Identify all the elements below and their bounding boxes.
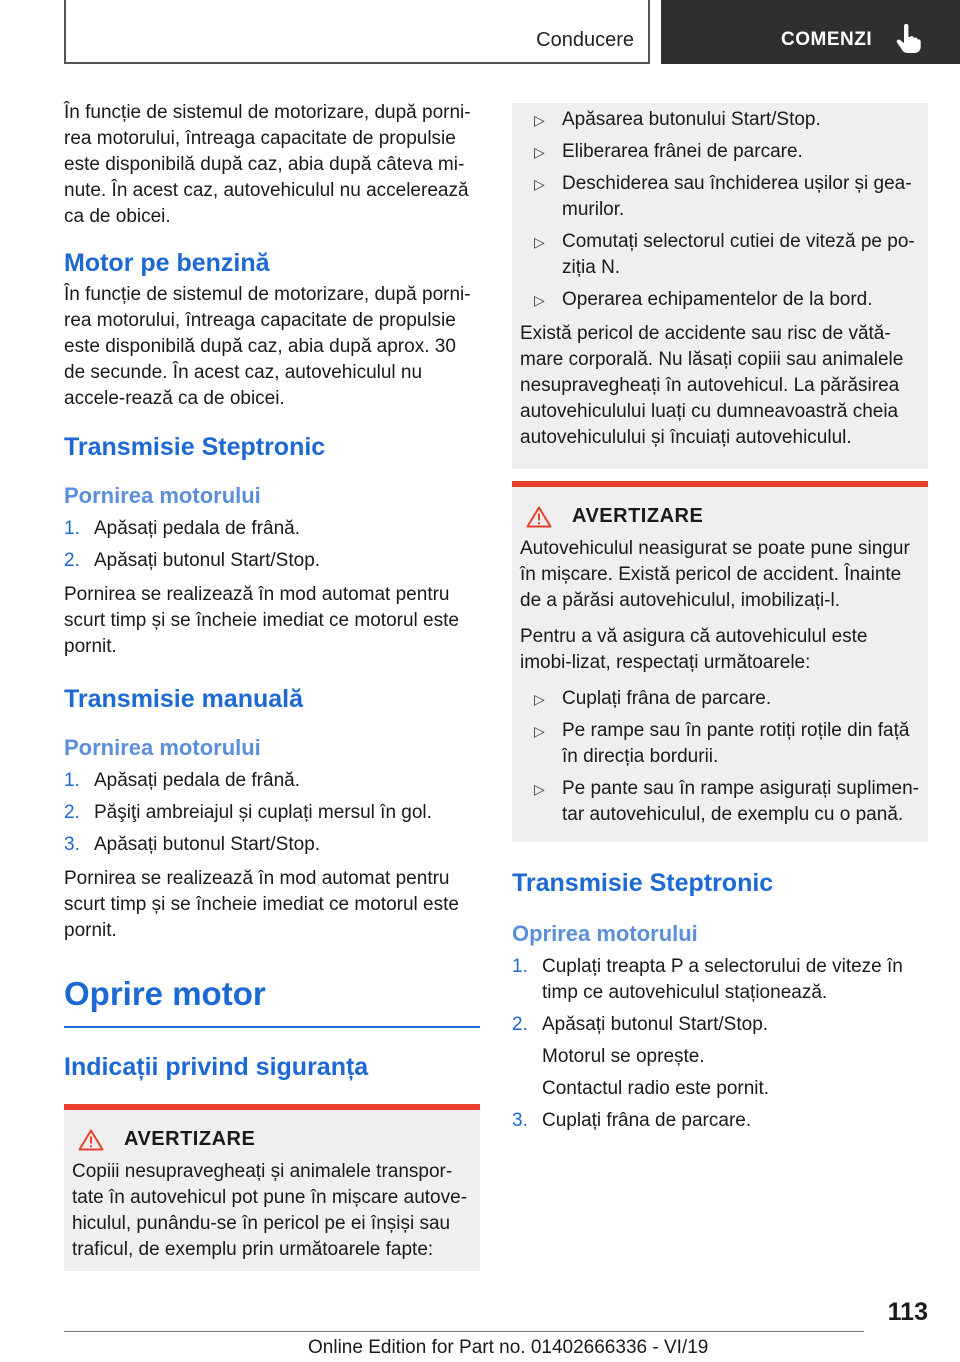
triangle-bullet-icon: ▷ [534, 691, 545, 707]
step-detail: Contactul radio este pornit. [542, 1078, 770, 1099]
step-detail: Motorul se oprește. [542, 1046, 705, 1067]
warning-text: Copiii nesupravegheați și animalele transpor-tate în autovehicul pot pune în mișcare autove-hiculul, punându-se în pericol pe ei înșiși sau traficul, de exemplu prin următoarele fapte: [72, 1161, 468, 1260]
manual-subheading: Pornirea motorului [64, 735, 261, 760]
steptronic-heading: Transmisie Steptronic [64, 433, 326, 461]
list-item: 2. Păşiţi ambreiajul și cuplați mersul în gol. [64, 802, 432, 823]
warning-bullets [520, 686, 920, 828]
warning-triangle-icon [78, 1129, 104, 1151]
list-item: ▷ Operarea echipamentelor de la bord. [520, 287, 920, 313]
intro-paragraph: În funcție de sistemul de motorizare, după porni-rea motorului, întreaga capacitate de propulsie este disponibilă după caz, abia după câteva mi-nute. În acest caz, autovehiculul nu accelerează ca de obicei. [64, 102, 471, 227]
warning-title: AVERTIZARE [124, 1128, 256, 1150]
triangle-bullet-icon: ▷ [534, 176, 545, 192]
list-item: 1. Apăsați pedala de frână. [64, 770, 300, 791]
list-item: ▷ Pe pante sau în rampe asigurați suplimen-tar autovehiculul, de exemplu cu o pană. [534, 778, 919, 825]
list-item: ▷ Comutați selectorul cutiei de viteză pe po-ziția N. [534, 231, 915, 278]
list-item: ▷ Deschiderea sau închiderea ușilor și gea-murilor. [534, 173, 912, 220]
petrol-heading: Motor pe benzină [64, 249, 270, 277]
header-tab [661, 0, 960, 64]
triangle-bullet-icon: ▷ [534, 292, 545, 308]
stop-steps [512, 954, 928, 1134]
list-item: 1. Apăsați pedala de frână. [64, 518, 300, 539]
triangle-bullet-icon: ▷ [534, 112, 545, 128]
steptronic-steps [64, 516, 480, 574]
manual-heading: Transmisie manuală [64, 685, 304, 713]
warning-bullets [520, 107, 920, 313]
steptronic-note: Pornirea se realizează în mod automat pentru scurt timp și se încheie imediat ce motorul este pornit. [64, 584, 459, 657]
right-column [512, 103, 928, 1142]
list-item: ▷ Eliberarea frânei de parcare. [520, 139, 920, 165]
triangle-bullet-icon: ▷ [534, 781, 545, 797]
warning-title: AVERTIZARE [572, 505, 704, 527]
list-item: 1. Cuplați treapta P a selectorului de viteze în timp ce autovehiculul staționează. [512, 956, 903, 1003]
left-column [64, 100, 480, 1271]
triangle-bullet-icon: ▷ [534, 144, 545, 160]
list-item: ▷ Pe rampe sau în pante rotiți roțile din față în direcția bordurii. [534, 720, 910, 767]
warning-box-vehicle [512, 481, 928, 842]
warning-conclusion: Există pericol de accidente sau risc de vătă-mare corporală. Nu lăsați copiii sau animalele nesupravegheați în autovehicul. La părăsirea autovehiculului luați cu dumneavoastră cheia autovehiculului și încuiați autovehiculul. [520, 323, 904, 448]
hand-pointer-icon [895, 24, 921, 54]
header-tab-label: COMENZI [781, 29, 873, 50]
list-item: 2. Apăsați butonul Start/Stop. Motorul se oprește. Contactul radio este pornit. [512, 1012, 928, 1102]
section-divider [64, 1026, 480, 1028]
manual-steps [64, 768, 480, 858]
list-item: 3. Cuplați frâna de parcare. [512, 1110, 752, 1131]
list-item: ▷ Apăsarea butonului Start/Stop. [520, 107, 920, 133]
footer-divider [64, 1331, 864, 1332]
warning-box-children [64, 1104, 480, 1271]
warning-box-continued [512, 103, 928, 469]
steptronic-subheading: Pornirea motorului [64, 483, 261, 508]
list-item: 2. Apăsați butonul Start/Stop. [64, 550, 321, 571]
page-number: 113 [887, 1298, 928, 1326]
triangle-bullet-icon: ▷ [534, 723, 545, 739]
triangle-bullet-icon: ▷ [534, 234, 545, 250]
header-section-box [64, 0, 650, 64]
manual-note: Pornirea se realizează în mod automat pentru scurt timp și se încheie imediat ce motorul este pornit. [64, 868, 459, 941]
safety-heading: Indicații privind siguranța [64, 1053, 369, 1081]
warning-intro: Pentru a vă asigura că autovehiculul este imobi-lizat, respectați următoarele: [520, 626, 868, 673]
list-item: 3. Apăsați butonul Start/Stop. [64, 834, 321, 855]
petrol-paragraph: În funcție de sistemul de motorizare, după porni-rea motorului, întreaga capacitate de propulsie este disponibilă după caz, abia după aprox. 30 de secunde. În acest caz, autovehiculul nu accele-rează ca de obicei. [64, 284, 471, 409]
footer-edition: Online Edition for Part no. 01402666336 - VI/19 [308, 1337, 709, 1358]
warning-triangle-icon [526, 506, 552, 528]
stop-engine-heading: Oprire motor [64, 975, 266, 1012]
warning-text: Autovehiculul neasigurat se poate pune singur în mișcare. Există pericol de accident. Înainte de a părăsi autovehiculul, imobilizați-l. [520, 538, 910, 611]
header-section-title: Conducere [536, 29, 634, 51]
steptronic-stop-heading: Transmisie Steptronic [512, 869, 774, 897]
stop-subheading: Oprirea motorului [512, 921, 698, 946]
list-item: ▷ Cuplați frâna de parcare. [520, 686, 920, 712]
